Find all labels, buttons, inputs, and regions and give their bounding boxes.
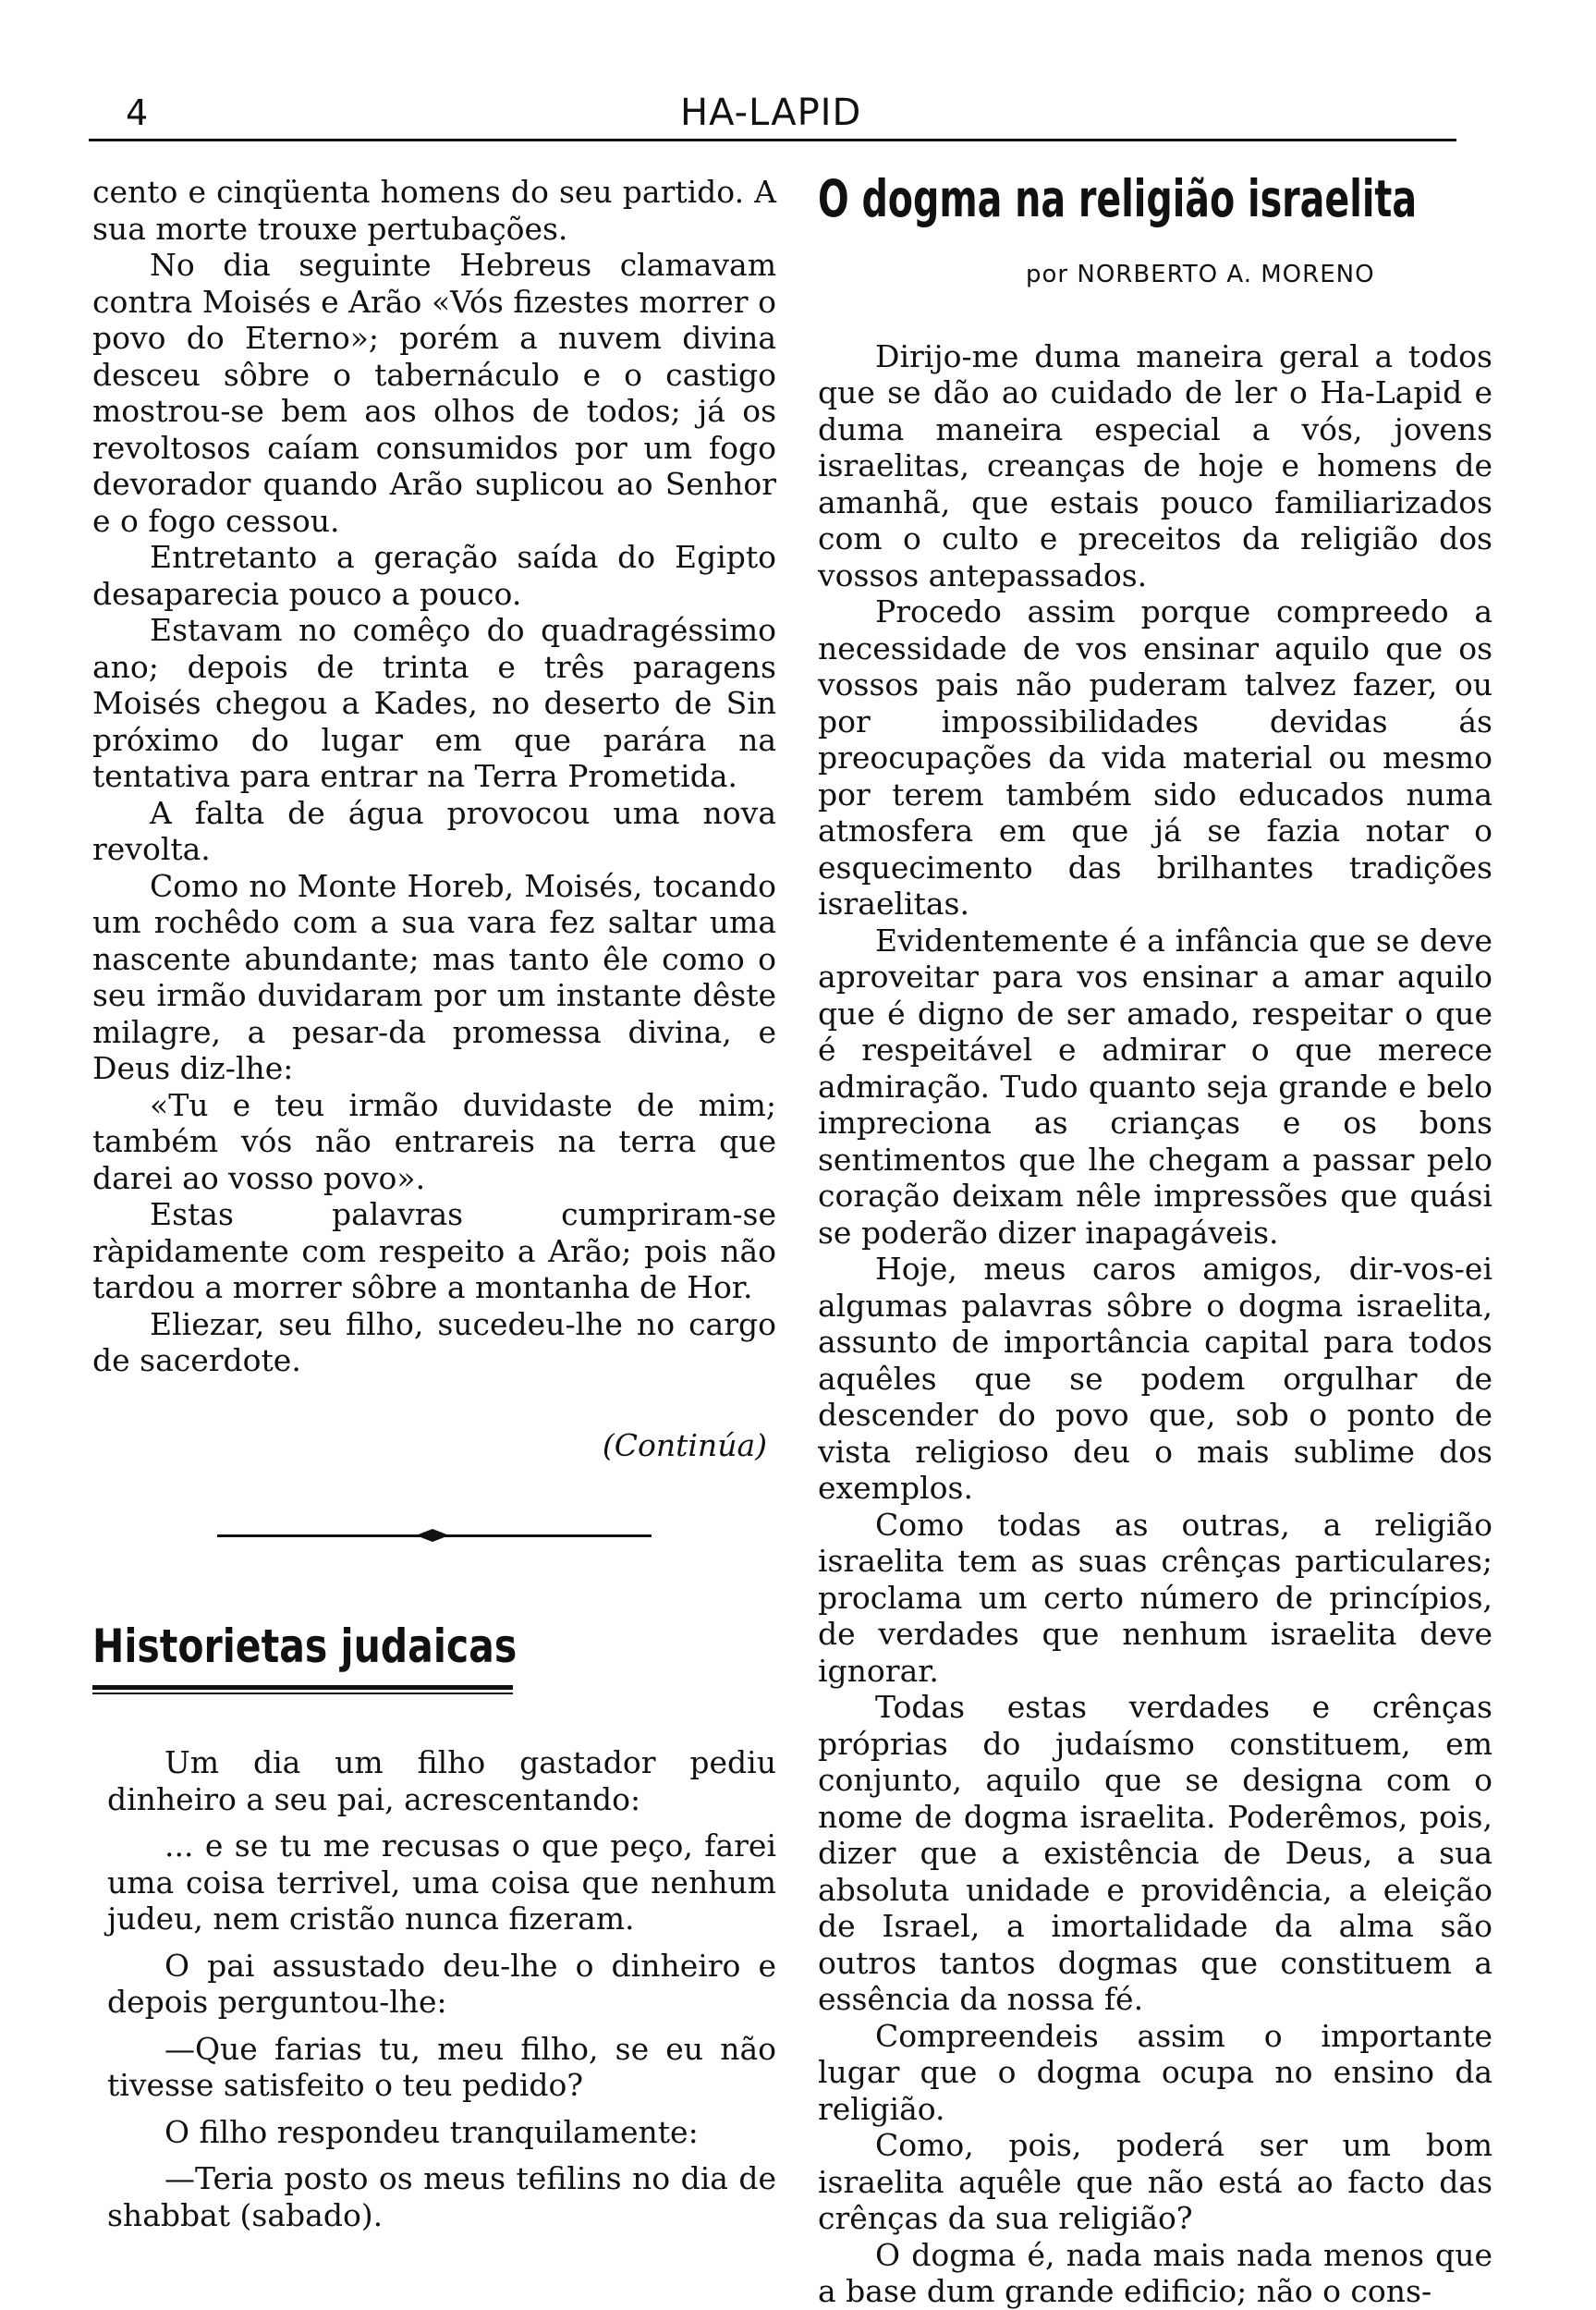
paragraph: Estavam no comêço do quadragéssimo ano; depois de trinta e três paragens Moisés chegou a Kades, no deserto de Sin próximo do lugar em que parára na tentativa para entrar na Terra Prometida.	[92, 612, 776, 794]
paragraph: Entretanto a geração saída do Egipto desaparecia pouco a pouco.	[92, 539, 776, 612]
article-byline: por NORBERTO A. MORENO	[1026, 261, 1375, 288]
article-title: O dogma na religião israelita	[818, 169, 1418, 228]
running-title: HA-LAPID	[680, 92, 862, 134]
paragraph: Estas palavras cumpriram-se ràpidamente com respeito a Arão; pois não tardou a morrer sôbre a montanha de Hor.	[92, 1196, 776, 1305]
story-paragraph: O pai assustado deu-lhe o dinheiro e depois perguntou-lhe:	[107, 1947, 776, 2020]
paragraph: A falta de água provocou uma nova revolta.	[92, 794, 776, 867]
article-paragraph: Procedo assim porque compreedo a necessidade de vos ensinar aquilo que os vossos pais não puderam talvez fazer, ou por impossibilidades devidas ás preocupações da vida material ou mesmo por terem também sido educados numa atmosfera em que já se fazia notar o esquecimento das brilhantes tradições israelitas.	[818, 593, 1492, 922]
page-number: 4	[126, 92, 149, 133]
paragraph: cento e cinqüenta homens do seu partido. A sua morte trouxe pertubações.	[92, 174, 776, 247]
story-paragraph: —Teria posto os meus tefilins no dia de shabbat (sabado).	[107, 2160, 776, 2233]
page-header	[89, 92, 1456, 141]
article-paragraph: Dirijo-me duma maneira geral a todos que se dão ao cuidado de ler o Ha-Lapid e duma maneira especial a vós, jovens israelitas, creanças de hoje e homens de amanhã, que estais pouco familiarizados com o culto e preceitos da religião dos vossos antepassados.	[818, 337, 1492, 593]
story-body	[92, 1744, 776, 2233]
paragraph: Eliezar, seu filho, sucedeu-lhe no cargo de sacerdote.	[92, 1305, 776, 1378]
story-paragraph: O filho respondeu tranquilamente:	[164, 2113, 699, 2150]
article-paragraph: Compreendeis assim o importante lugar que o dogma ocupa no ensino da religião.	[818, 2017, 1492, 2127]
paragraph: Como no Monte Horeb, Moisés, tocando um rochêdo com a sua vara fez saltar uma nascente abundante; mas tanto êle como o seu irmão duvidaram por um instante dêste milagre, a pesar-da promessa divina, e Deus diz-lhe:	[92, 867, 776, 1086]
article-paragraph: Como todas as outras, a religião israelita tem as suas crênças particulares; proclama um certo número de princípios, de verdades que nenhum israelita deve ignorar.	[818, 1506, 1492, 1689]
paragraph: No dia seguinte Hebreus clamavam contra Moisés e Arão «Vós fizestes morrer o povo do Eterno»; porém a nuvem divina desceu sôbre o tabernáculo e o castigo mostrou-se bem aos olhos de todos; já os revoltosos caíam consumidos por um fogo devorador quando Arão suplicou ao Senhor e o fogo cessou.	[92, 247, 776, 539]
article-paragraph: Como, pois, poderá ser um bom israelita aquêle que não está ao facto das crênças da sua religião?	[818, 2127, 1492, 2236]
article-paragraph: Todas estas verdades e crênças próprias do judaísmo constituem, em conjunto, aquilo que se designa com o nome de dogma israelita. Poderêmos, pois, dizer que a existência de Deus, a sua absoluta unidade e providência, a eleição de Israel, a imortalidade da alma são outros tantos dogmas que constituem a essência da nossa fé.	[818, 1689, 1492, 2017]
story-title: Historietas judaicas	[92, 1619, 518, 1673]
story-paragraph: Um dia um filho gastador pediu dinheiro a seu pai, acrescentando:	[107, 1744, 776, 1817]
article-paragraph: Evidentemente é a infância que se deve aproveitar para vos ensinar a amar aquilo que é digno de ser amado, respeitar o que é respeitável e admirar o que merece admiração. Tudo quanto seja grande e belo impreciona as crianças e os bons sentimentos que lhe chegam a passar pelo coração deixam nêle impressões que quási se poderão dizer inapagáveis.	[818, 922, 1492, 1251]
story-paragraph: —Que farias tu, meu filho, se eu não tivesse satisfeito o teu pedido?	[107, 2030, 776, 2103]
article-paragraph: O dogma é, nada mais nada menos que a base dum grande edificio; não o cons-	[818, 2236, 1492, 2309]
article-paragraph: Hoje, meus caros amigos, dir-vos-ei algumas palavras sôbre o dogma israelita, assunto de importância capital para todos aquêles que se podem orgulhar de descender do povo que, sob o ponto de vista religioso deu o mais sublime dos exemplos.	[818, 1251, 1492, 1506]
right-column	[818, 169, 1492, 2310]
divider-diamond	[416, 1529, 449, 1542]
story-paragraph: ... e se tu me recusas o que peço, farei uma coisa terrivel, uma coisa que nenhum judeu, nem cristão nunca fizeram.	[107, 1827, 776, 1937]
continued-note: (Continúa)	[602, 1426, 767, 1463]
article-body	[818, 338, 1492, 2310]
title-underline-thick	[92, 1685, 513, 1690]
paragraph: «Tu e teu irmão duvidaste de mim; também vós não entrareis na terra que darei ao vosso povo».	[92, 1086, 776, 1196]
left-column	[92, 174, 776, 2243]
section-divider-ornament	[217, 1526, 652, 1545]
title-underline-thin	[92, 1693, 513, 1694]
